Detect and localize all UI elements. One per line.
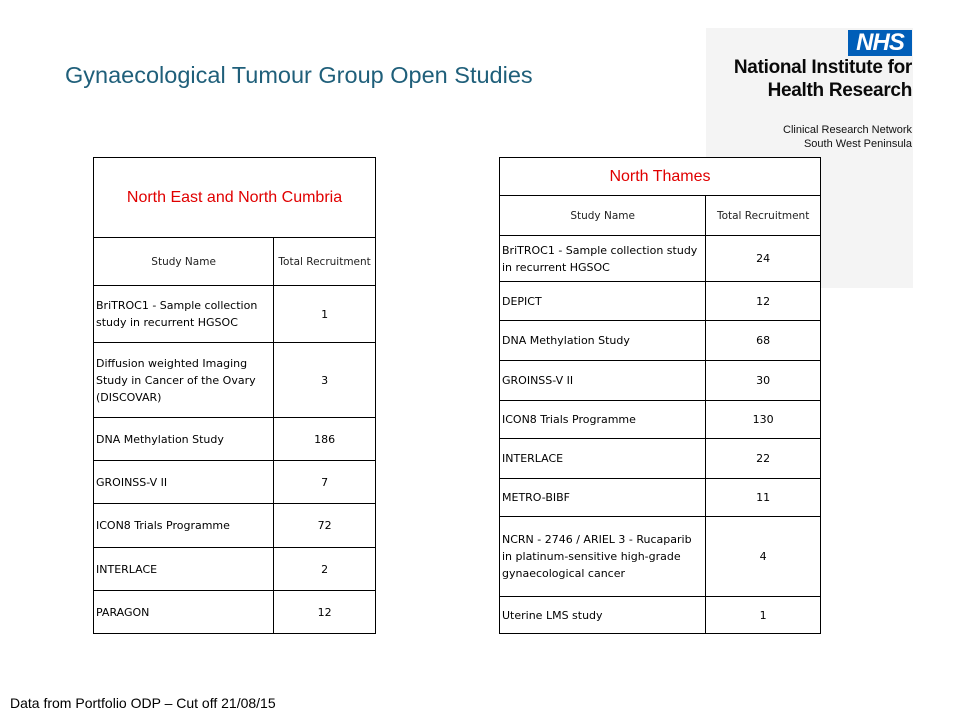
total-recruitment-cell: 12 <box>274 591 376 634</box>
table-row <box>94 591 376 634</box>
column-header-study-name: Study Name <box>500 196 706 236</box>
table-row <box>500 517 821 597</box>
study-name-cell: DNA Methylation Study <box>500 321 706 361</box>
table-row <box>500 361 821 401</box>
total-recruitment-cell: 4 <box>706 517 821 597</box>
total-recruitment-cell: 30 <box>706 361 821 401</box>
total-recruitment-cell: 24 <box>706 236 821 282</box>
crn-logo-line-1: Clinical Research Network <box>783 124 912 136</box>
total-recruitment-cell: 2 <box>274 548 376 591</box>
column-header-study-name: Study Name <box>94 238 274 286</box>
table-row <box>94 286 376 343</box>
study-name-cell: PARAGON <box>94 591 274 634</box>
total-recruitment-cell: 1 <box>706 597 821 634</box>
table-row <box>94 461 376 504</box>
study-name-cell: Diffusion weighted Imaging Study in Cancer of the Ovary (DISCOVAR) <box>94 343 274 418</box>
nihr-logo-line-1: National Institute for <box>733 57 912 78</box>
total-recruitment-cell: 186 <box>274 418 376 461</box>
data-source-note: Data from Portfolio ODP – Cut off 21/08/15 <box>10 695 276 711</box>
slide-title: Gynaecological Tumour Group Open Studies <box>65 62 533 88</box>
nhs-logo-box: NHS <box>848 30 912 56</box>
study-name-cell: BriTROC1 - Sample collection study in recurrent HGSOC <box>94 286 274 343</box>
total-recruitment-cell: 11 <box>706 479 821 517</box>
table-row <box>500 282 821 321</box>
study-name-cell: NCRN - 2746 / ARIEL 3 - Rucaparib in platinum-sensitive high-grade gynaecological cancer <box>500 517 706 597</box>
table-row <box>94 418 376 461</box>
study-name-cell: INTERLACE <box>500 439 706 479</box>
study-name-cell: GROINSS-V II <box>94 461 274 504</box>
table-row <box>500 479 821 517</box>
region-heading: North East and North Cumbria <box>94 158 376 238</box>
total-recruitment-cell: 7 <box>274 461 376 504</box>
study-name-cell: BriTROC1 - Sample collection study in recurrent HGSOC <box>500 236 706 282</box>
study-name-cell: DNA Methylation Study <box>94 418 274 461</box>
study-name-cell: INTERLACE <box>94 548 274 591</box>
recruitment-table-north-east <box>93 157 376 634</box>
total-recruitment-cell: 12 <box>706 282 821 321</box>
table-row <box>94 548 376 591</box>
study-name-cell: METRO-BIBF <box>500 479 706 517</box>
study-name-cell: GROINSS-V II <box>500 361 706 401</box>
total-recruitment-cell: 1 <box>274 286 376 343</box>
total-recruitment-cell: 130 <box>706 401 821 439</box>
table-row <box>500 321 821 361</box>
table-row <box>500 236 821 282</box>
table-row <box>500 439 821 479</box>
table-row <box>500 597 821 634</box>
table-row <box>500 401 821 439</box>
nihr-logo-line-2: Health Research <box>767 80 912 101</box>
total-recruitment-cell: 72 <box>274 504 376 548</box>
region-heading: North Thames <box>500 158 821 196</box>
study-name-cell: ICON8 Trials Programme <box>500 401 706 439</box>
table-row <box>94 343 376 418</box>
total-recruitment-cell: 3 <box>274 343 376 418</box>
recruitment-table-north-thames <box>499 157 821 634</box>
crn-logo-line-2: South West Peninsula <box>803 138 912 150</box>
table-row <box>94 504 376 548</box>
study-name-cell: DEPICT <box>500 282 706 321</box>
column-header-total-recruitment: Total Recruitment <box>274 238 376 286</box>
study-name-cell: Uterine LMS study <box>500 597 706 634</box>
total-recruitment-cell: 22 <box>706 439 821 479</box>
study-name-cell: ICON8 Trials Programme <box>94 504 274 548</box>
total-recruitment-cell: 68 <box>706 321 821 361</box>
column-header-total-recruitment: Total Recruitment <box>706 196 821 236</box>
